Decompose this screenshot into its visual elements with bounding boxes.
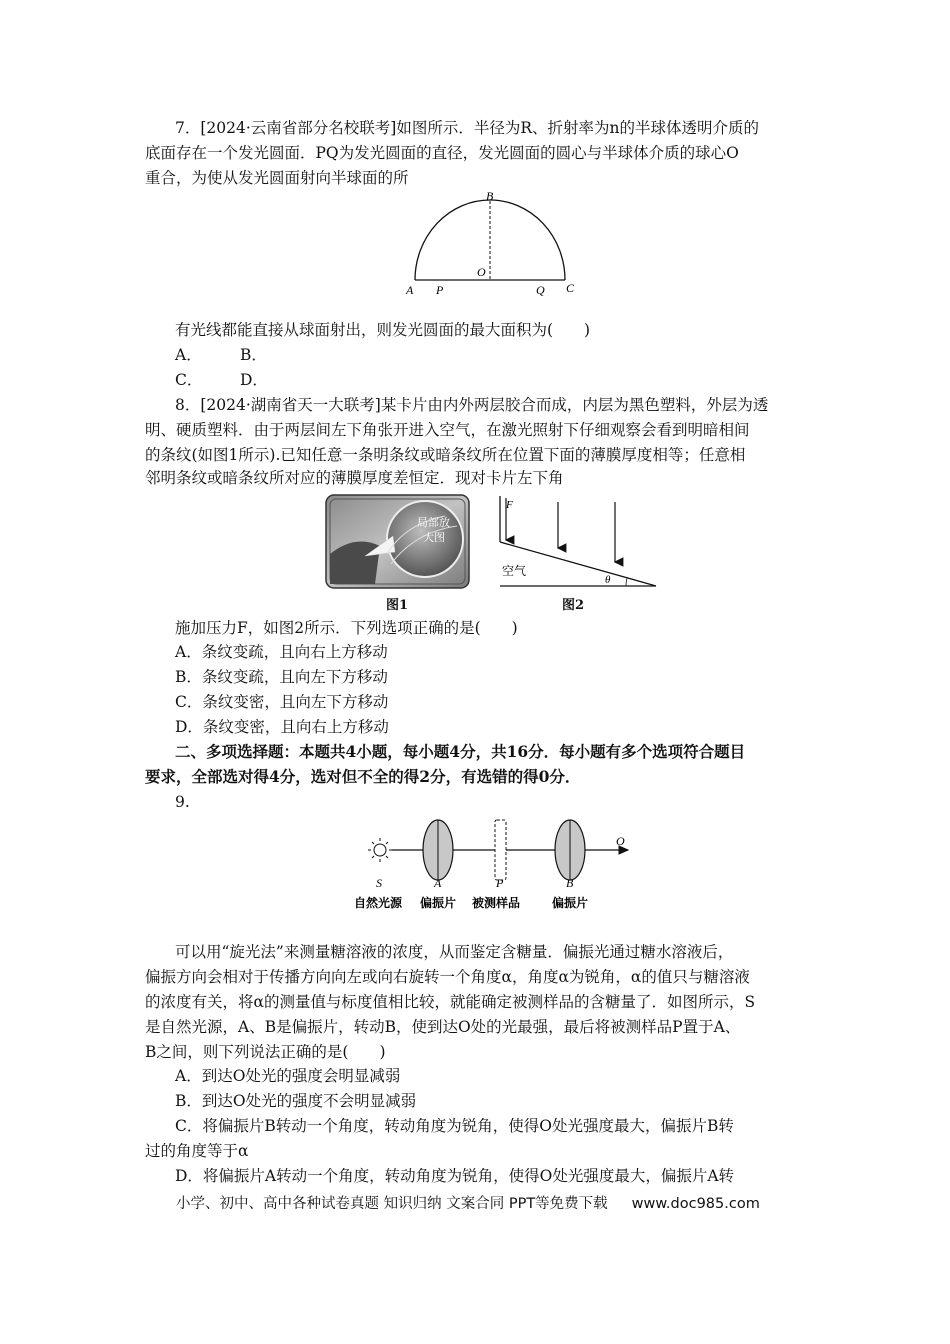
- q9-number: 9.: [175, 793, 190, 811]
- q9-option-b: B．到达O处光的强度不会明显减弱: [175, 1092, 417, 1110]
- q7-hemisphere-figure: [400, 188, 590, 298]
- q9-line-4: 是自然光源，A、B是偏振片，转动B，使到达O处的光最强，最后将被测样品P置于A、: [145, 1018, 741, 1036]
- q8-option-a: A．条纹变疏，且向右上方移动: [175, 643, 388, 661]
- q7-option-d: D．: [240, 371, 268, 389]
- caption-polarizer-b: 偏振片: [552, 896, 589, 910]
- label-theta: θ: [605, 574, 611, 586]
- q9-line-2: 偏振方向会相对于传播方向向左或向右旋转一个角度α，角度α为锐角，α的值只与糖溶液: [145, 968, 750, 986]
- label-C: C: [566, 281, 575, 295]
- q8-line-5: 施加压力F，如图2所示．下列选项正确的是( ): [175, 619, 518, 637]
- caption-polarizer-a: 偏振片: [420, 896, 457, 910]
- footer-text: 小学、初中、高中各种试卷真题 知识归纳 文案合同 PPT等免费下载: [176, 1196, 608, 1212]
- q7-line-1: 7．[2024·云南省部分名校联考]如图所示．半径为R、折射率为n的半球体透明介质的: [175, 119, 759, 137]
- label-A: A: [406, 283, 414, 297]
- theta-arc: [626, 578, 627, 586]
- q7-line-3: 重合，为使从发光圆面射向半球面的所: [145, 169, 409, 187]
- footer-site-link[interactable]: www.doc985.com: [631, 1196, 760, 1212]
- label-O: O: [477, 265, 486, 279]
- section-2-line-2: 要求，全部选对得4分，选对但不全的得2分，有选错的得0分．: [145, 767, 581, 786]
- q9-line-1: 可以用“旋光法”来测量糖溶液的浓度，从而鉴定含糖量．偏振光通过糖水溶液后，: [175, 943, 734, 961]
- caption-natural-light: 自然光源: [354, 896, 403, 910]
- label-Q: Q: [536, 283, 545, 297]
- caption-sample: 被测样品: [472, 896, 521, 910]
- section-2-line-1: 二、多项选择题：本题共4小题，每小题4分，共16分．每小题有多个选项符合题目: [175, 742, 746, 761]
- figure-2-label: 图2: [562, 598, 585, 613]
- figure-1-label: 图1: [386, 598, 409, 613]
- label-B: B: [566, 876, 574, 890]
- label-O: O: [616, 834, 625, 848]
- q8-line-4: 邻明条纹或暗条纹所对应的薄膜厚度差恒定．现对卡片左下角: [145, 469, 564, 487]
- q7-option-c: C．: [175, 371, 203, 389]
- q9-option-d-line-1: D．将偏振片A转动一个角度，转动角度为锐角，使得O处光强度最大，偏振片A转: [175, 1167, 735, 1185]
- label-B: B: [486, 189, 494, 203]
- q9-line-3: 的浓度有关，将α的测量值与标度值相比较，就能确定被测样品的含糖量了．如图所示，S: [145, 993, 756, 1011]
- q7-line-4: 有光线都能直接从球面射出，则发光圆面的最大面积为( ): [175, 321, 591, 339]
- magnify-label-1: 局部放: [417, 517, 450, 529]
- q7-line-2: 底面存在一个发光圆面．PQ为发光圆面的直径，发光圆面的圆心与半球体介质的球心O: [145, 144, 739, 162]
- label-S: S: [376, 876, 382, 890]
- q8-option-d: D．条纹变密，且向右上方移动: [175, 718, 389, 736]
- label-P: P: [496, 876, 504, 890]
- q8-line-2: 明、硬质塑料．由于两层间左下角张开进入空气，在激光照射下仔细观察会看到明暗相间: [145, 421, 750, 439]
- q9-polarizer-figure: [350, 815, 640, 915]
- q9-line-5: B之间，则下列说法正确的是( ): [145, 1043, 386, 1061]
- q7-option-b: B．: [240, 346, 267, 364]
- q8-option-c: C．条纹变密，且向左下方移动: [175, 693, 389, 711]
- q9-option-c-line-2: 过的角度等于α: [145, 1142, 249, 1160]
- label-P: P: [436, 283, 444, 297]
- label-A: A: [434, 876, 442, 890]
- q8-option-b: B．条纹变疏，且向左下方移动: [175, 668, 388, 686]
- sun-icon: [368, 838, 392, 862]
- magnify-label-2: 大图: [423, 532, 445, 544]
- q8-line-3: 的条纹(如图1所示).已知任意一条明条纹或暗条纹所在位置下面的薄膜厚度相等；任意相: [145, 446, 746, 464]
- q8-line-1: 8．[2024·湖南省天一大联考]某卡片由内外两层胶合而成，内层为黑色塑料，外层为透: [175, 396, 769, 414]
- label-F: F: [506, 499, 513, 511]
- sample-p: [495, 820, 506, 880]
- q9-option-c-line-1: C．将偏振片B转动一个角度，转动角度为锐角，使得O处光强度最大，偏振片B转: [175, 1117, 734, 1135]
- page-footer: [176, 1192, 760, 1213]
- q8-figure-2-wedge: [488, 490, 663, 590]
- label-air: 空气: [502, 564, 527, 578]
- q9-option-a: A．到达O处光的强度会明显减弱: [175, 1067, 401, 1085]
- q7-option-a: A．: [175, 346, 202, 364]
- q8-figure-1-card: [325, 494, 470, 589]
